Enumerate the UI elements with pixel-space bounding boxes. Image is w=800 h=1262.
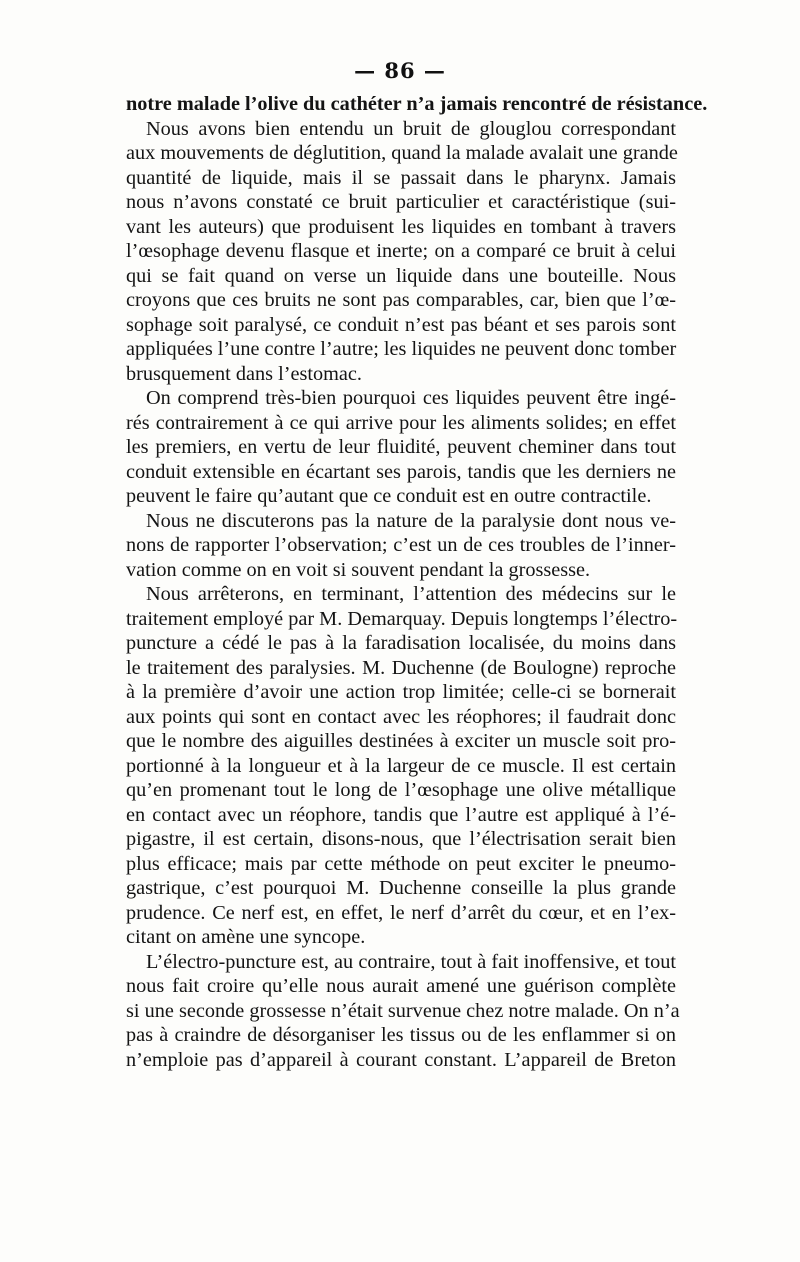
text-line: les premiers, en vertu de leur fluidité, peuvent cheminer dans tout xyxy=(126,436,676,458)
text-line: croyons que ces bruits ne sont pas comparables, car, bien que l’œ- xyxy=(126,289,676,311)
text-line: si une seconde grossesse n’était survenue chez notre malade. On n’a xyxy=(126,999,680,1022)
paragraph-start-line: On comprend très-bien pourquoi ces liquides peuvent être ingé- xyxy=(146,387,676,409)
paragraph-end-line: vation comme on en voit si souvent pendant la grossesse. xyxy=(126,558,591,581)
text-line: que le nombre des aiguilles destinées à exciter un muscle soit pro- xyxy=(126,730,676,752)
text-line: portionné à la longueur et à la largeur de ce muscle. Il est certain xyxy=(126,754,676,777)
text-line: n’emploie pas d’appareil à courant constant. L’appareil de Breton xyxy=(126,1048,676,1071)
text-line: l’œsophage devenu flasque et inerte; on a comparé ce bruit à celui xyxy=(126,240,676,262)
text-line: plus efficace; mais par cette méthode on peut exciter le pneumo- xyxy=(126,852,676,875)
text-line: quantité de liquide, mais il se passait dans le pharynx. Jamais xyxy=(126,166,676,189)
paragraph-end-line: brusquement dans l’estomac. xyxy=(126,362,362,385)
body-text xyxy=(126,92,708,1072)
text-line: puncture a cédé le pas à la faradisation localisée, du moins dans xyxy=(126,632,676,654)
text-line: aux mouvements de déglutition, quand la malade avalait une grande xyxy=(126,142,678,164)
text-line: appliquées l’une contre l’autre; les liquides ne peuvent donc tomber xyxy=(126,338,677,360)
text-line: nous fait croire qu’elle nous aurait amené une guérison complète xyxy=(126,975,676,997)
text-line: à la première d’avoir une action trop limitée; celle-ci se bornerait xyxy=(126,681,676,703)
paragraph-start-line: L’électro-puncture est, au contraire, tout à fait inoffensive, et tout xyxy=(146,950,676,973)
text-line: en contact avec un réophore, tandis que l’autre est appliqué à l’é- xyxy=(126,803,676,826)
paragraph-end-line: citant on amène une syncope. xyxy=(126,926,366,948)
text-line: nons de rapporter l’observation; c’est un de ces troubles de l’inner- xyxy=(126,534,676,556)
text-line: qui se fait quand on verse un liquide dans une bouteille. Nous xyxy=(126,264,676,287)
text-line: gastrique, c’est pourquoi M. Duchenne conseille la plus grande xyxy=(126,877,676,899)
text-line: vant les auteurs) que produisent les liquides en tombant à travers xyxy=(126,215,676,238)
text-line: notre malade l’olive du cathéter n’a jamais rencontré de résistance. xyxy=(126,93,708,115)
text-line: conduit extensible en écartant ses parois, tandis que les derniers ne xyxy=(126,460,676,483)
paragraph-end-line: peuvent le faire qu’autant que ce conduit est en outre contractile. xyxy=(126,485,652,507)
text-line: pigastre, il est certain, disons-nous, que l’électrisation serait bien xyxy=(126,828,676,850)
paragraph-start-line: Nous ne discuterons pas la nature de la paralysie dont nous ve- xyxy=(146,509,676,532)
paragraph-start-line: Nous arrêterons, en terminant, l’attention des médecins sur le xyxy=(146,583,676,605)
text-line: rés contrairement à ce qui arrive pour les aliments solides; en effet xyxy=(126,411,676,434)
text-line: le traitement des paralysies. M. Duchenne (de Boulogne) reproche xyxy=(126,656,676,679)
text-line: sophage soit paralysé, ce conduit n’est pas béant et ses parois sont xyxy=(126,313,676,336)
text-line: prudence. Ce nerf est, en effet, le nerf d’arrêt du cœur, et en l’ex- xyxy=(126,901,676,924)
text-line: pas à craindre de désorganiser les tissus ou de les enflammer si on xyxy=(126,1024,676,1046)
text-line: qu’en promenant tout le long de l’œsophage une olive métallique xyxy=(126,779,676,801)
text-line: nous n’avons constaté ce bruit particulier et caractéristique (sui- xyxy=(126,191,676,213)
page-number: — 86 — xyxy=(354,58,446,83)
paragraph-start-line: Nous avons bien entendu un bruit de glouglou correspondant xyxy=(146,117,676,140)
text-line: traitement employé par M. Demarquay. Depuis longtemps l’électro- xyxy=(126,607,678,630)
text-line: aux points qui sont en contact avec les réophores; il faudrait donc xyxy=(126,705,676,728)
